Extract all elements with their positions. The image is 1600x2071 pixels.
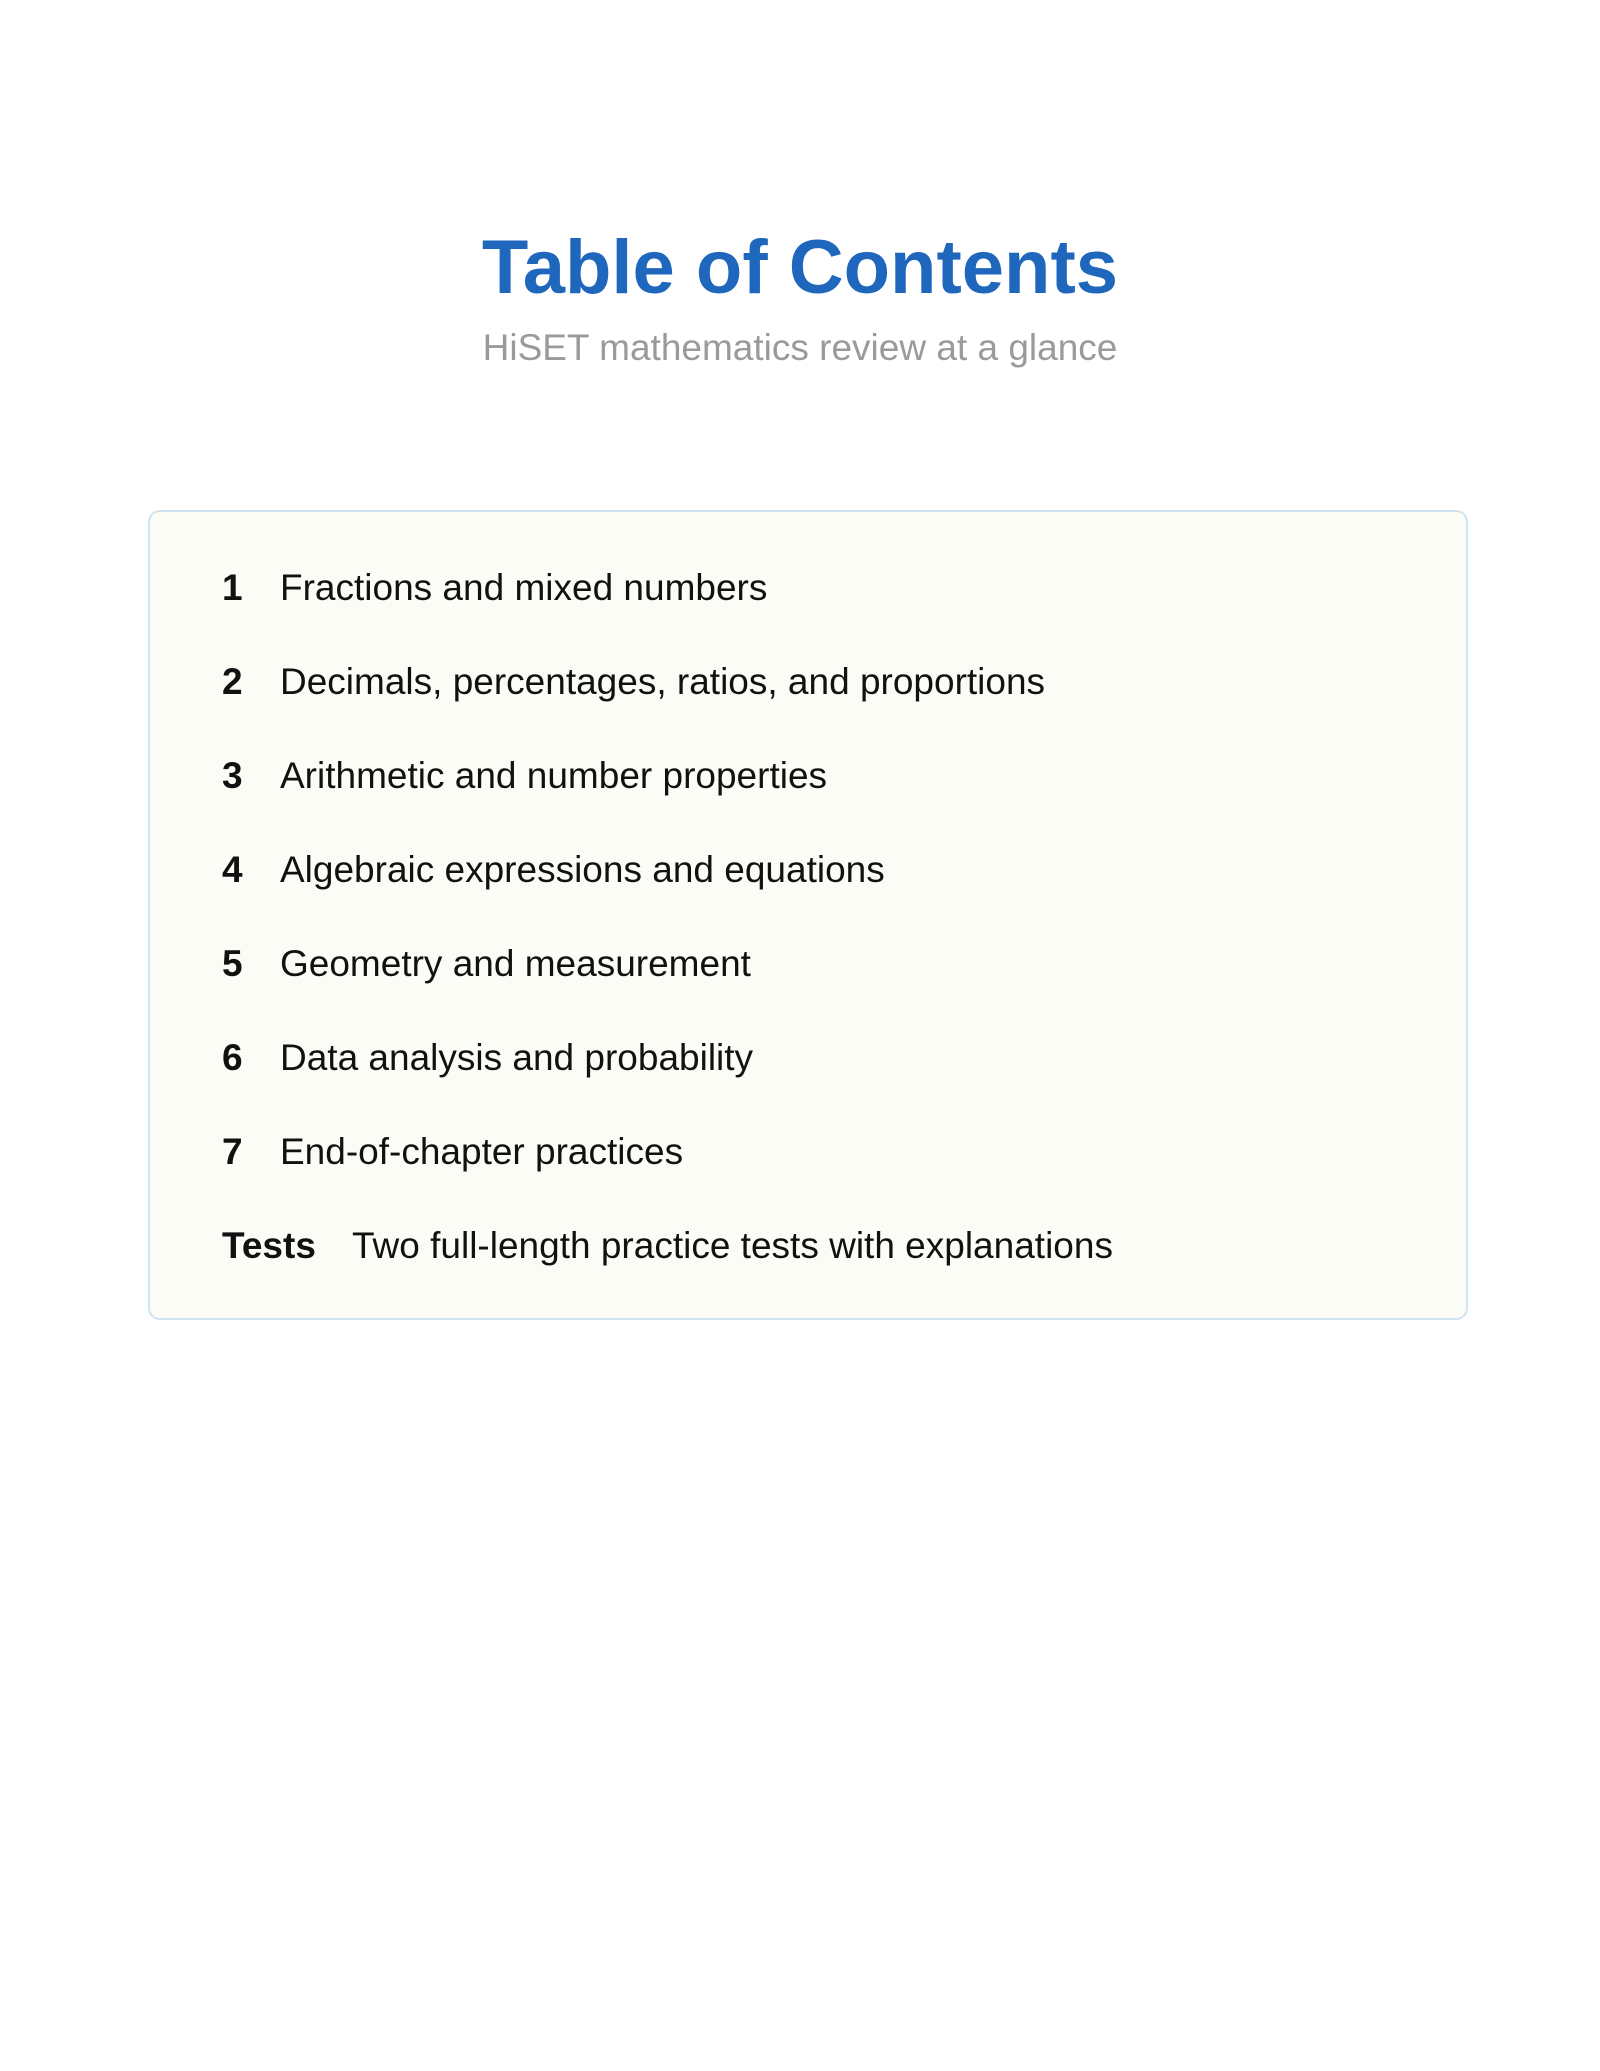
toc-item-2[interactable] xyxy=(222,658,1466,752)
toc-list xyxy=(150,512,1466,1316)
toc-item-number: 6 xyxy=(222,1037,243,1078)
toc-item-label: Data analysis and probability xyxy=(280,1037,754,1078)
toc-item-label: Geometry and measurement xyxy=(280,943,751,984)
toc-item-5[interactable] xyxy=(222,940,1466,1034)
toc-item-7[interactable] xyxy=(222,1128,1466,1222)
toc-panel xyxy=(148,510,1468,1320)
toc-item-number: 4 xyxy=(222,849,243,890)
toc-item-label: End-of-chapter practices xyxy=(280,1131,684,1172)
toc-item-label: Fractions and mixed numbers xyxy=(280,567,768,608)
toc-item-label: Arithmetic and number properties xyxy=(280,755,828,796)
toc-item-number: 7 xyxy=(222,1131,243,1172)
page-subtitle: HiSET mathematics review at a glance xyxy=(482,327,1118,368)
toc-item-label: Decimals, percentages, ratios, and proportions xyxy=(280,661,1046,702)
toc-item-number: 1 xyxy=(222,567,243,608)
toc-item-number: 5 xyxy=(222,943,243,984)
toc-item-number: Tests xyxy=(222,1225,316,1266)
toc-item-number: 2 xyxy=(222,661,243,702)
toc-item-label: Two full-length practice tests with explanations xyxy=(352,1225,1113,1266)
toc-item-3[interactable] xyxy=(222,752,1466,846)
toc-item-label: Algebraic expressions and equations xyxy=(280,849,885,890)
toc-item-number: 3 xyxy=(222,755,243,796)
toc-item-4[interactable] xyxy=(222,846,1466,940)
toc-item-6[interactable] xyxy=(222,1034,1466,1128)
page-title: Table of Contents xyxy=(481,225,1119,310)
toc-item-1[interactable] xyxy=(222,564,1466,658)
toc-item-tests[interactable] xyxy=(222,1222,1466,1316)
